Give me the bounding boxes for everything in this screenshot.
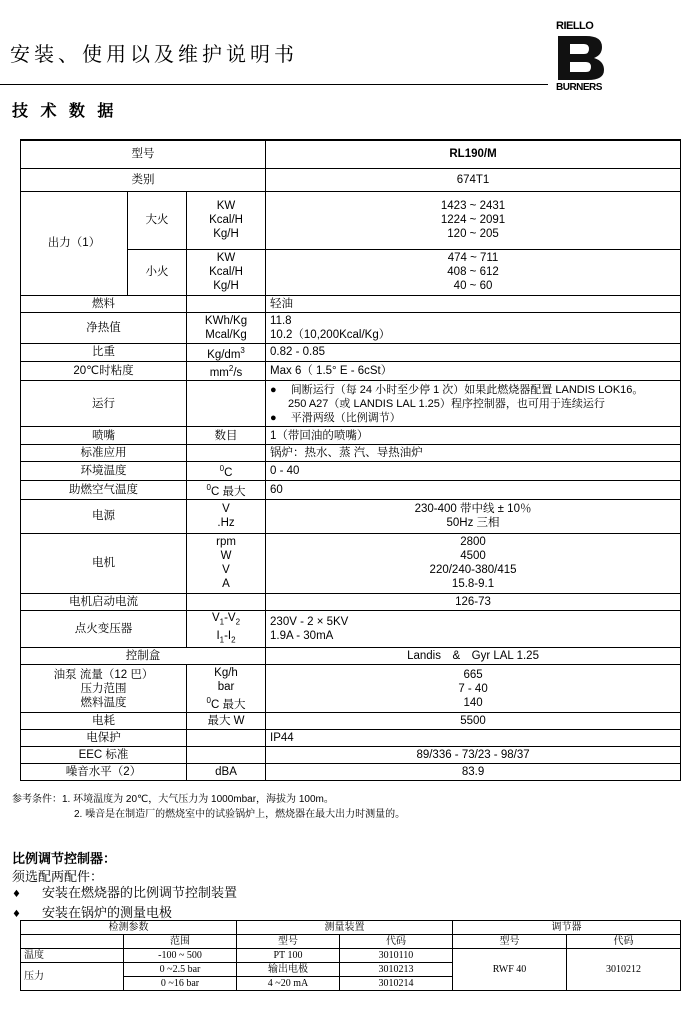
control-box-value: Landis & Gyr LAL 1.25	[266, 648, 681, 665]
model-value: RL190/M	[266, 140, 681, 168]
value: ● 间断运行（每 24 小时至少停 1 次）如果此燃烧器配置 LANDIS LOK16。	[270, 383, 644, 396]
value: 474 ~ 711	[447, 252, 499, 264]
ignition-label: 点火变压器	[21, 610, 187, 648]
protection-unit	[187, 730, 266, 747]
regulator-code: 3010212	[567, 949, 681, 991]
table-row	[21, 921, 681, 935]
unit-text: C	[224, 466, 233, 479]
table-row	[21, 949, 681, 963]
value: 1.9A - 30mA	[270, 630, 334, 643]
table-row	[21, 935, 681, 949]
table-row	[21, 533, 681, 593]
consumption-label: 电耗	[21, 713, 187, 730]
ignition-values	[266, 610, 681, 648]
type-value: 674T1	[266, 168, 681, 191]
table-row	[21, 665, 681, 713]
unit: A	[222, 578, 230, 591]
eec-label: EEC 标准	[21, 747, 187, 764]
viscosity-unit	[187, 362, 266, 381]
unit: V	[222, 503, 230, 516]
header-param: 检测参数	[21, 921, 237, 935]
table-row	[21, 191, 681, 249]
bullet-text: 安装在燃烧器的比例调节控制装置	[42, 886, 238, 901]
header-code: 代码	[340, 935, 453, 949]
code-cell: 3010110	[340, 949, 453, 963]
unit: KWh/Kg	[204, 314, 248, 327]
protection-label: 电保护	[21, 730, 187, 747]
table-row	[21, 343, 681, 362]
modulation-subtitle: 须选配两配件：	[12, 870, 104, 885]
type-label: 类别	[21, 168, 266, 191]
pump-values	[266, 665, 681, 713]
value: 230-400 带中线 ± 10％	[414, 503, 532, 516]
consumption-unit: 最大 W	[187, 713, 266, 730]
reference-notes	[12, 792, 405, 822]
unit: bar	[217, 680, 235, 693]
unit	[191, 629, 261, 647]
ncv-values	[266, 312, 681, 343]
diamond-bullet-icon: ♦	[12, 909, 21, 920]
unit-sub: 1	[219, 617, 225, 627]
control-box-label: 控制盒	[21, 648, 266, 665]
label: 燃料温度	[80, 696, 127, 709]
ambient-label: 环境温度	[21, 462, 187, 481]
power-supply-units	[187, 499, 266, 533]
protection-value: IP44	[266, 730, 681, 747]
unit: Kg/H	[213, 228, 239, 240]
table-row	[21, 462, 681, 481]
header-device: 测量装置	[237, 921, 453, 935]
ambient-value: 0 - 40	[266, 462, 681, 481]
motor-values	[266, 533, 681, 593]
document-title: 安装、使用以及维护说明书	[10, 42, 298, 66]
density-value: 0.82 - 0.85	[266, 343, 681, 362]
motor-label: 电机	[21, 533, 187, 593]
value: 2800	[460, 536, 486, 549]
technical-data-table	[20, 139, 681, 781]
header-model: 型号	[237, 935, 340, 949]
table-row	[21, 610, 681, 648]
table-row	[21, 445, 681, 462]
unit-text: /s	[233, 367, 243, 380]
unit: Kcal/H	[209, 214, 243, 226]
riello-logo	[550, 18, 610, 98]
model-cell: PT 100	[237, 949, 340, 963]
nozzle-label: 喷嘴	[21, 427, 187, 445]
unit: Mcal/Kg	[205, 328, 247, 341]
unit-text: C 最大	[210, 485, 246, 498]
noise-value: 83.9	[266, 764, 681, 781]
table-row	[21, 648, 681, 665]
motor-start-value: 126-73	[266, 593, 681, 610]
motor-start-unit	[187, 593, 266, 610]
bullet-text: 安装在锅炉的测量电极	[42, 906, 173, 921]
table-row	[21, 713, 681, 730]
unit: KW	[216, 252, 236, 264]
note-line-1: 参考条件：1. 环境温度为 20℃，大气压力为 1000mbar，海拔为 100m。	[12, 794, 334, 805]
low-fire-units	[187, 249, 266, 295]
logo-bottom-text: BURNERS	[556, 82, 602, 93]
table-row	[21, 312, 681, 343]
label: 油泵 流量（12 巴）	[53, 668, 154, 681]
header-reg-code: 代码	[567, 935, 681, 949]
code-cell: 3010214	[340, 977, 453, 991]
table-row	[21, 140, 681, 168]
unit: Kg/H	[213, 280, 239, 292]
model-cell: 输出电极	[237, 963, 340, 977]
value: 40 ~ 60	[453, 280, 493, 292]
eec-value: 89/336 - 73/23 - 98/37	[266, 747, 681, 764]
degree-sup: 0	[206, 695, 211, 705]
degree-sup: 0	[219, 464, 225, 474]
unit: KW	[216, 200, 236, 212]
application-value: 锅炉：热水、蒸 汽、导热油炉	[266, 445, 681, 462]
table-row	[21, 593, 681, 610]
unit-sup: 2	[228, 364, 234, 374]
power-supply-label: 电源	[21, 499, 187, 533]
eec-unit	[187, 747, 266, 764]
unit: Kcal/H	[209, 266, 243, 278]
motor-units	[187, 533, 266, 593]
operation-values	[266, 381, 681, 427]
high-fire-label: 大火	[128, 191, 187, 249]
unit: .Hz	[217, 517, 235, 530]
unit-sub: 1	[219, 635, 225, 645]
unit-text: -V	[224, 611, 236, 624]
combustion-air-unit	[187, 480, 266, 499]
model-cell: 4 ~20 mA	[237, 977, 340, 991]
noise-label: 噪音水平（2）	[21, 764, 187, 781]
value: 1423 ~ 2431	[440, 200, 506, 212]
combustion-air-value: 60	[266, 480, 681, 499]
value: 665	[463, 668, 483, 681]
operation-unit	[187, 381, 266, 427]
table-row	[21, 730, 681, 747]
value: 11.8	[270, 314, 292, 327]
riello-b-logo-icon	[556, 34, 606, 82]
consumption-value: 5500	[266, 713, 681, 730]
label: 压力范围	[80, 682, 127, 695]
modulation-bullets	[12, 884, 237, 924]
logo-top-text: RIELLO	[556, 20, 594, 32]
value: 4500	[460, 550, 486, 563]
density-unit	[187, 343, 266, 362]
unit	[191, 611, 261, 629]
diamond-bullet-icon: ♦	[12, 889, 21, 900]
range-cell: -100 ~ 500	[124, 949, 237, 963]
range-cell: 0 ~2.5 bar	[124, 963, 237, 977]
unit-text: V	[211, 611, 220, 624]
value: 7 - 40	[458, 682, 488, 695]
header-range: 范围	[124, 935, 237, 949]
unit-text: C 最大	[210, 698, 246, 711]
unit-text: mm	[209, 367, 229, 380]
table-row	[21, 295, 681, 312]
unit: rpm	[216, 536, 236, 549]
model-label: 型号	[21, 140, 266, 168]
low-fire-label: 小火	[128, 249, 187, 295]
table-row	[21, 764, 681, 781]
controller-table	[20, 920, 681, 991]
code-cell: 3010213	[340, 963, 453, 977]
table-row	[21, 747, 681, 764]
page-header	[0, 0, 700, 100]
table-row	[21, 480, 681, 499]
value: 140	[463, 696, 483, 709]
high-fire-units	[187, 191, 266, 249]
ambient-unit	[187, 462, 266, 481]
pump-units	[187, 665, 266, 713]
note-line-2: 2. 噪音是在制造厂的燃烧室中的试验锅炉上，燃烧器在最大出力时测量的。	[74, 809, 406, 820]
value: 120 ~ 205	[447, 228, 499, 240]
ncv-units	[187, 312, 266, 343]
output-label: 出力（1）	[21, 191, 128, 295]
viscosity-value: Max 6（ 1.5° E - 6cSt）	[266, 362, 681, 381]
noise-unit: dBA	[187, 764, 266, 781]
unit: V	[222, 564, 230, 577]
value: 1224 ~ 2091	[440, 214, 506, 226]
section-title: 技 术 数 据	[12, 103, 118, 120]
value: 50Hz 三相	[446, 517, 500, 530]
header-regulator: 调节器	[453, 921, 681, 935]
value: 230V - 2 × 5KV	[270, 616, 349, 629]
application-unit	[187, 445, 266, 462]
value: ● 平滑两级（比例调节）	[270, 411, 401, 424]
table-row	[21, 427, 681, 445]
header-reg-model: 型号	[453, 935, 567, 949]
power-supply-values	[266, 499, 681, 533]
unit: Kg/h	[214, 666, 238, 679]
value: 220/240-380/415	[429, 564, 517, 577]
table-row	[21, 362, 681, 381]
list-item	[12, 884, 237, 904]
unit-sup: 3	[240, 345, 245, 355]
fuel-label: 燃料	[21, 295, 187, 312]
value: 15.8-9.1	[451, 578, 495, 591]
unit-sub: 2	[231, 635, 236, 645]
unit-text: -I	[224, 630, 232, 643]
unit-text: Kg/dm	[207, 348, 241, 361]
modulation-title: 比例调节控制器：	[12, 851, 117, 866]
value: 250 A27（或 LANDIS LAL 1.25）程序控制器，也可用于连续运行	[288, 397, 605, 410]
regulator-model: RWF 40	[453, 949, 567, 991]
density-label: 比重	[21, 343, 187, 362]
header-rule	[0, 84, 548, 85]
combustion-air-label: 助燃空气温度	[21, 480, 187, 499]
fuel-value: 轻油	[266, 295, 681, 312]
unit-text: I	[216, 630, 220, 643]
fuel-unit	[187, 295, 266, 312]
range-cell: 0 ~16 bar	[124, 977, 237, 991]
operation-label: 运行	[21, 381, 187, 427]
nozzle-unit: 数目	[187, 427, 266, 445]
nozzle-value: 1（带回油的喷嘴）	[266, 427, 681, 445]
table-row	[21, 168, 681, 191]
unit	[191, 694, 261, 712]
application-label: 标准应用	[21, 445, 187, 462]
param-cell: 压力	[21, 963, 124, 991]
unit: W	[220, 550, 232, 563]
value: 10.2（10,200Kcal/Kg）	[270, 328, 391, 341]
table-row	[21, 381, 681, 427]
header-empty	[21, 935, 124, 949]
unit-sub: 2	[235, 617, 241, 627]
degree-sup: 0	[206, 482, 211, 492]
high-fire-values	[266, 191, 681, 249]
viscosity-label: 20℃时粘度	[21, 362, 187, 381]
param-cell: 温度	[21, 949, 124, 963]
ignition-units	[187, 610, 266, 648]
table-row	[21, 499, 681, 533]
pump-labels	[21, 665, 187, 713]
motor-start-label: 电机启动电流	[21, 593, 187, 610]
ncv-label: 净热值	[21, 312, 187, 343]
low-fire-values	[266, 249, 681, 295]
value: 408 ~ 612	[447, 266, 499, 278]
